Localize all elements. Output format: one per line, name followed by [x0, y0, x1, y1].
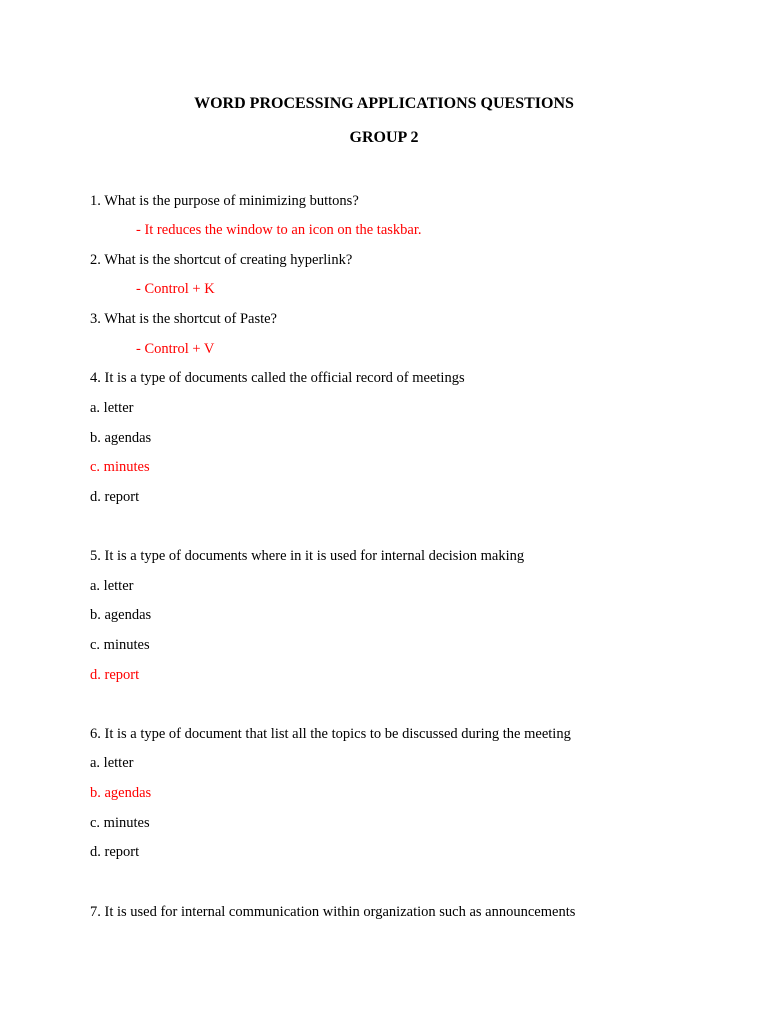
document-title: WORD PROCESSING APPLICATIONS QUESTIONS [194, 95, 574, 112]
option-6c: c. minutes [90, 815, 150, 831]
answer-3: - Control + V [136, 341, 215, 357]
option-6b-correct: b. agendas [90, 785, 152, 801]
option-6d: d. report [90, 844, 140, 860]
option-5d-correct: d. report [90, 667, 140, 683]
answer-2: - Control + K [136, 281, 215, 297]
option-4b: b. agendas [90, 430, 152, 446]
option-5b: b. agendas [90, 607, 152, 623]
document-subtitle: GROUP 2 [349, 129, 419, 146]
question-3: 3. What is the shortcut of Paste? [90, 311, 277, 327]
option-4d: d. report [90, 489, 140, 505]
option-4a: a. letter [90, 400, 134, 416]
question-5: 5. It is a type of documents where in it is used for internal decision making [90, 548, 525, 564]
question-4: 4. It is a type of documents called the official record of meetings [90, 370, 465, 386]
answer-1: - It reduces the window to an icon on the taskbar. [136, 222, 422, 238]
question-6: 6. It is a type of document that list all the topics to be discussed during the meeting [90, 726, 571, 742]
question-1: 1. What is the purpose of minimizing buttons? [90, 193, 359, 209]
question-7: 7. It is used for internal communication within organization such as announcements [90, 904, 576, 920]
question-2: 2. What is the shortcut of creating hyperlink? [90, 252, 353, 268]
option-5a: a. letter [90, 578, 134, 594]
option-5c: c. minutes [90, 637, 150, 653]
option-4c-correct: c. minutes [90, 459, 150, 475]
option-6a: a. letter [90, 755, 134, 771]
